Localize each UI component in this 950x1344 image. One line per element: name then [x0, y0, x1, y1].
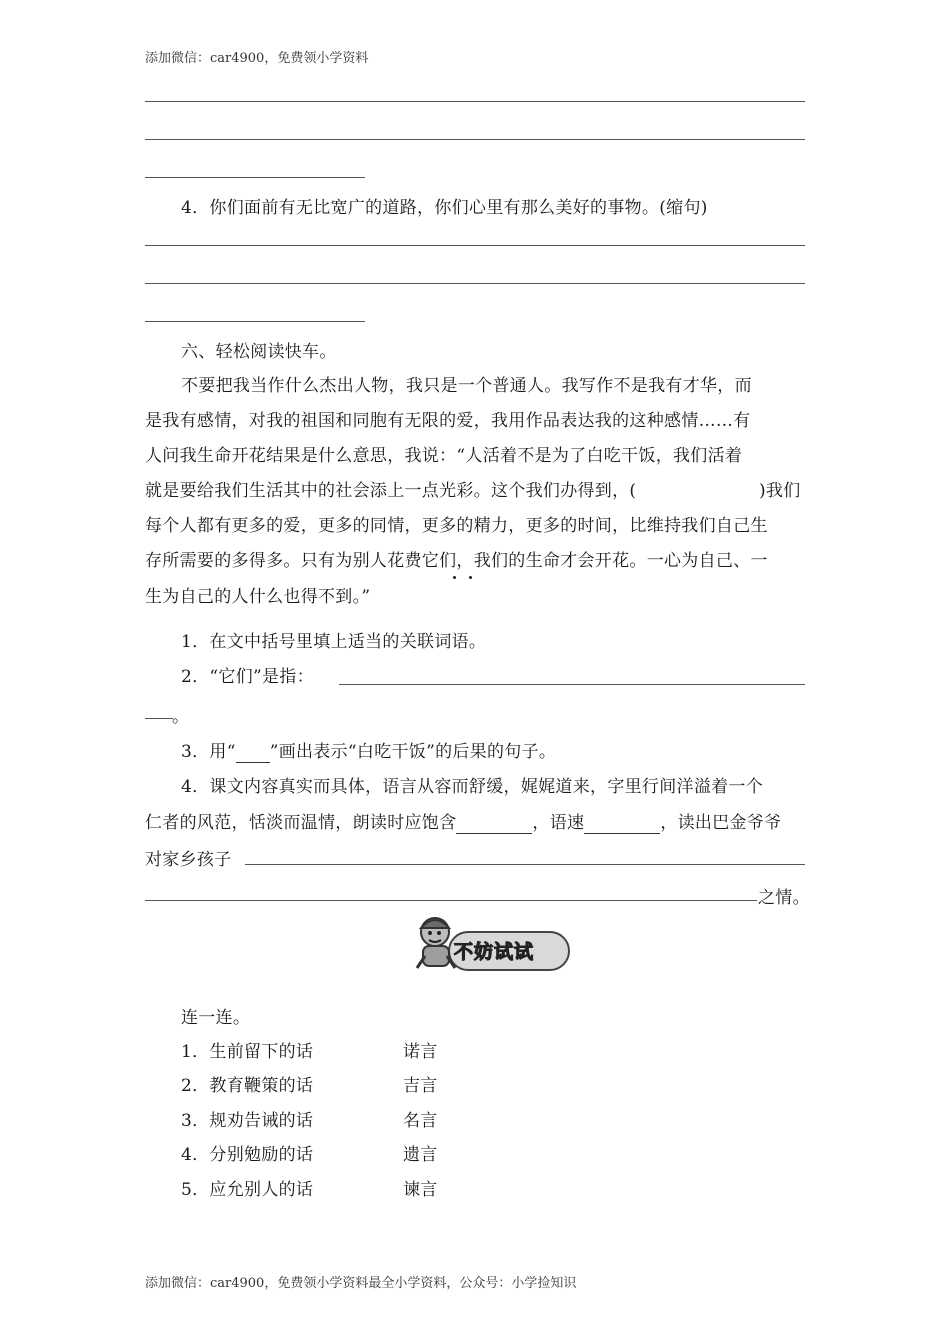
question-3 [181, 737, 556, 763]
page-header: 添加微信：car4900，免费领小学资料 [145, 51, 369, 66]
question-1: 1．在文中括号里填上适当的关联词语。 [181, 632, 487, 652]
match-left-item[interactable]: 4．分别勉励的话 [181, 1145, 314, 1165]
match-right-item[interactable]: 诺言 [403, 1042, 438, 1062]
match-right-item[interactable]: 吉言 [403, 1076, 438, 1096]
question-4-end: 之情。 [758, 888, 810, 908]
match-right-item[interactable]: 遗言 [403, 1145, 438, 1165]
banner-label: 不妨试试 [454, 941, 535, 963]
match-right-item[interactable]: 谏言 [403, 1180, 438, 1200]
answer-line[interactable] [145, 177, 365, 178]
question-4-line1: 4．课文内容真实而具体，语言从容而舒缓，娓娓道来，字里行间洋溢着一个 [181, 777, 764, 797]
answer-line[interactable] [145, 718, 173, 719]
question-4-shorten: 4．你们面前有无比宽广的道路，你们心里有那么美好的事物。(缩句) [181, 198, 708, 218]
try-it-banner [407, 910, 577, 980]
question-2-end: 。 [172, 707, 190, 727]
q4-text-a: 仁者的风范，恬淡而温情，朗读时应饱含 [145, 813, 457, 833]
question-4-line2 [145, 808, 781, 834]
answer-line[interactable] [145, 900, 757, 901]
match-left-item[interactable]: 1．生前留下的话 [181, 1042, 314, 1062]
match-left-item[interactable]: 5．应允别人的话 [181, 1180, 314, 1200]
emphasis-dot [469, 576, 472, 579]
answer-line[interactable] [145, 321, 365, 322]
passage-line: 生为自己的人什么也得不到。” [145, 587, 371, 607]
passage-line-end: )我们 [759, 481, 801, 501]
q4-text-c: ，读出巴金爷爷 [660, 813, 782, 833]
passage-line: 是我有感情，对我的祖国和同胞有无限的爱，我用作品表达我的这种感情……有 [145, 411, 751, 431]
passage-line: 存所需要的多得多。只有为别人花费它们，我们的生命才会开花。一心为自己、一 [145, 551, 768, 571]
passage-line: 人问我生命开花结果是什么意思，我说：“人活着不是为了白吃干饭，我们活着 [145, 446, 743, 466]
section-6-title: 六、轻松阅读快车。 [181, 342, 337, 362]
answer-line[interactable] [145, 245, 805, 246]
passage-line: 就是要给我们生活其中的社会添上一点光彩。这个我们办得到，( [145, 481, 637, 501]
answer-blank-tone[interactable] [456, 813, 532, 834]
question-3-suffix: ”画出表示“白吃干饭”的后果的句子。 [269, 742, 557, 762]
emphasis-dot [453, 576, 456, 579]
answer-blank-speed[interactable] [584, 813, 660, 834]
question-3-prefix: 3．用“ [181, 742, 236, 762]
q4-text-b: ，语速 [532, 813, 585, 833]
match-left-item[interactable]: 3．规劝告诫的话 [181, 1111, 314, 1131]
question-2: 2．“它们”是指： [181, 667, 314, 687]
underline-sample [236, 742, 270, 763]
question-4-line3: 对家乡孩子 [145, 850, 232, 870]
answer-line[interactable] [339, 684, 805, 685]
page-footer: 添加微信：car4900，免费领小学资料最全小学资料，公众号：小学捡知识 [145, 1276, 577, 1291]
answer-line[interactable] [145, 101, 805, 102]
answer-line[interactable] [145, 283, 805, 284]
answer-line[interactable] [245, 864, 805, 865]
answer-line[interactable] [145, 139, 805, 140]
match-left-item[interactable]: 2．教育鞭策的话 [181, 1076, 314, 1096]
passage-line: 每个人都有更多的爱，更多的同情，更多的精力，更多的时间，比维持我们自己生 [145, 516, 768, 536]
passage-line: 不要把我当作什么杰出人物，我只是一个普通人。我写作不是我有才华，而 [181, 376, 752, 396]
match-right-item[interactable]: 名言 [403, 1111, 438, 1131]
matching-title: 连一连。 [181, 1008, 251, 1028]
